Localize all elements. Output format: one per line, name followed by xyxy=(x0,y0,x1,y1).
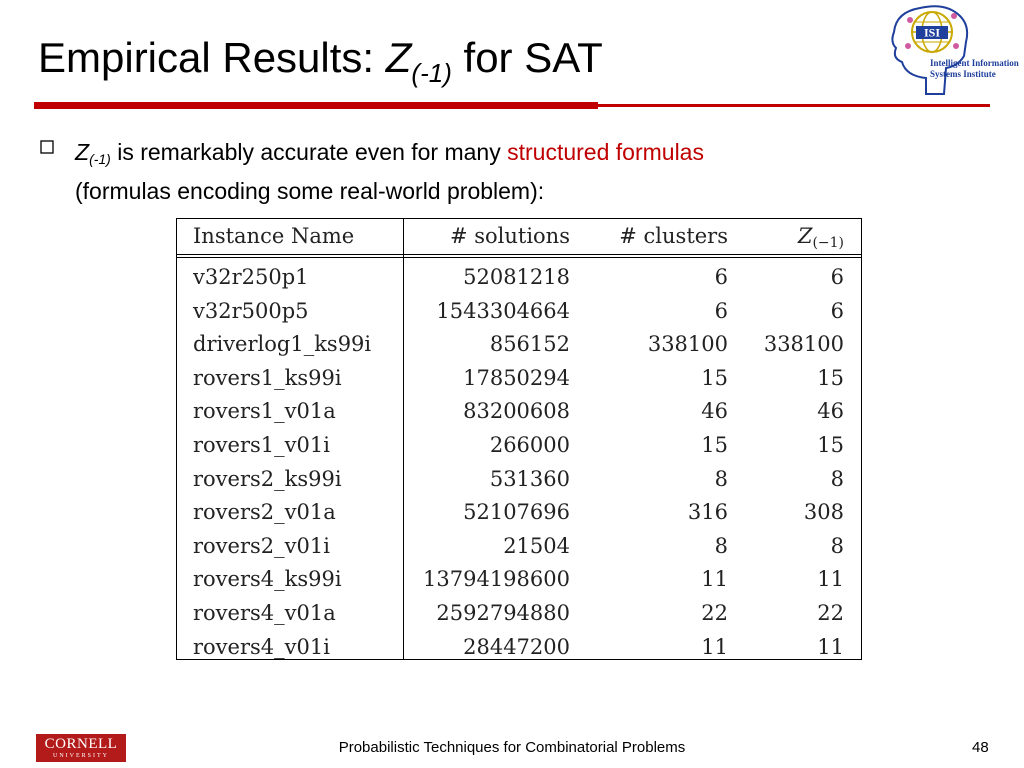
cell-solutions: 28447200 xyxy=(463,635,570,659)
bullet-subscript: (-1) xyxy=(89,151,111,167)
cell-clusters: 22 xyxy=(701,601,728,625)
cell-z: 11 xyxy=(817,635,844,659)
cell-solutions: 266000 xyxy=(489,433,570,457)
header-clusters: # clusters xyxy=(619,224,728,248)
header-z-var: Z xyxy=(797,224,813,248)
header-z xyxy=(798,220,844,252)
cell-z: 22 xyxy=(817,601,844,625)
title-prefix: Empirical Results: xyxy=(38,34,386,81)
cell-z: 6 xyxy=(830,299,844,323)
cell-clusters: 11 xyxy=(701,567,728,591)
cell-instance-name: rovers4_v01i xyxy=(193,635,330,659)
cornell-wordmark: CORNELL xyxy=(44,736,118,752)
cell-solutions: 13794198600 xyxy=(423,567,570,591)
header-solutions: # solutions xyxy=(449,224,570,248)
cell-solutions: 2592794880 xyxy=(436,601,570,625)
cell-solutions: 1543304664 xyxy=(436,299,570,323)
isi-acronym: ISI xyxy=(923,25,941,40)
cell-clusters: 338100 xyxy=(647,332,728,356)
isi-caption-line1: Intelligent Information xyxy=(930,58,1019,68)
cell-instance-name: rovers2_ks99i xyxy=(193,467,342,491)
cell-clusters: 15 xyxy=(701,366,728,390)
cell-z: 46 xyxy=(817,399,844,423)
cell-z: 8 xyxy=(830,534,844,558)
cell-instance-name: v32r250p1 xyxy=(193,265,309,289)
cell-instance-name: rovers1_v01a xyxy=(193,399,336,423)
cell-clusters: 46 xyxy=(701,399,728,423)
cell-solutions: 83200608 xyxy=(463,399,570,423)
cell-solutions: 856152 xyxy=(489,332,570,356)
cell-z: 308 xyxy=(803,500,844,524)
cell-solutions: 21504 xyxy=(503,534,570,558)
cell-z: 15 xyxy=(817,433,844,457)
cell-z: 8 xyxy=(830,467,844,491)
cell-clusters: 15 xyxy=(701,433,728,457)
cell-instance-name: rovers4_v01a xyxy=(193,601,336,625)
cell-instance-name: v32r500p5 xyxy=(193,299,309,323)
table-header-rule xyxy=(177,254,861,258)
title-subscript: (-1) xyxy=(411,58,452,88)
cell-instance-name: rovers2_v01i xyxy=(193,534,330,558)
header-z-sub: (−1) xyxy=(812,235,844,251)
title-suffix: for SAT xyxy=(451,34,603,81)
header-instance-name: Instance Name xyxy=(193,224,355,248)
isi-head-icon xyxy=(886,2,996,100)
cell-clusters: 11 xyxy=(701,635,728,659)
table-column-divider xyxy=(403,219,404,659)
cell-clusters: 316 xyxy=(687,500,728,524)
page-number: 48 xyxy=(972,739,989,756)
title-underline-thick xyxy=(34,102,598,109)
isi-logo xyxy=(886,2,1019,100)
slide-title xyxy=(38,30,603,101)
cell-z: 6 xyxy=(830,265,844,289)
cell-solutions: 52107696 xyxy=(463,500,570,524)
isi-caption xyxy=(930,58,1019,80)
cell-z: 338100 xyxy=(763,332,844,356)
cell-clusters: 8 xyxy=(714,534,728,558)
cell-solutions: 52081218 xyxy=(463,265,570,289)
bullet-point xyxy=(75,136,955,207)
cell-solutions: 531360 xyxy=(489,467,570,491)
results-table xyxy=(176,218,862,660)
cornell-subtitle: UNIVERSITY xyxy=(53,753,109,759)
cell-clusters: 6 xyxy=(714,265,728,289)
cell-instance-name: rovers1_v01i xyxy=(193,433,330,457)
cell-instance-name: rovers1_ks99i xyxy=(193,366,342,390)
cell-z: 11 xyxy=(817,567,844,591)
isi-caption-line2: Systems Institute xyxy=(930,69,996,79)
cell-instance-name: driverlog1_ks99i xyxy=(193,332,372,356)
cell-instance-name: rovers4_ks99i xyxy=(193,567,342,591)
bullet-text-continued: (formulas encoding some real-world problem): xyxy=(75,178,545,204)
bullet-text: is remarkably accurate even for many xyxy=(110,139,508,165)
bullet-variable: Z xyxy=(75,139,90,165)
cell-instance-name: rovers2_v01a xyxy=(193,500,336,524)
title-variable: Z xyxy=(385,34,412,81)
footer-title: Probabilistic Techniques for Combinatorial Problems xyxy=(338,739,686,756)
bullet-highlight: structured formulas xyxy=(507,139,704,165)
cell-clusters: 8 xyxy=(714,467,728,491)
cell-z: 15 xyxy=(817,366,844,390)
cell-solutions: 17850294 xyxy=(463,366,570,390)
cell-clusters: 6 xyxy=(714,299,728,323)
square-bullet-icon xyxy=(40,140,54,154)
title-underline-thin xyxy=(598,104,990,107)
